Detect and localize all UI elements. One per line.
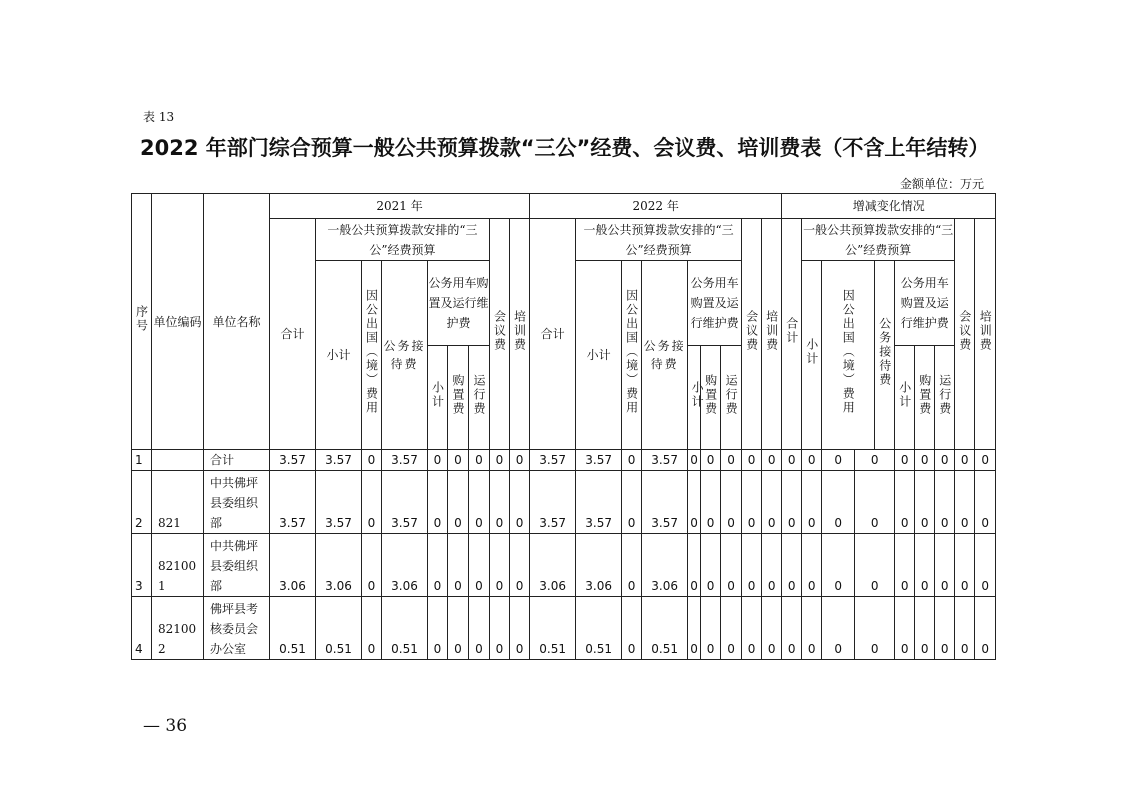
row-value: 0 [915, 450, 935, 471]
row-unit-code: 821 [152, 471, 204, 534]
row-value: 0.51 [382, 597, 428, 660]
row-value: 0 [802, 597, 822, 660]
row-value: 0 [802, 450, 822, 471]
row-unit-name: 中共佛坪县委组织部 [204, 534, 270, 597]
subtotal-2021-header: 小计 [316, 261, 362, 450]
training-2021-header: 培训费 [510, 219, 530, 450]
row-unit-code [152, 450, 204, 471]
row-value: 0.51 [576, 597, 622, 660]
row-seq: 1 [132, 450, 152, 471]
row-value: 0 [935, 534, 955, 597]
row-value: 0 [855, 471, 895, 534]
row-value: 0 [469, 597, 490, 660]
row-value: 0 [955, 597, 975, 660]
seq-header: 序号 [132, 194, 152, 450]
reception-change-header: 公务接待费 [875, 261, 895, 450]
row-value: 3.57 [382, 471, 428, 534]
row-value: 0.51 [530, 597, 576, 660]
row-value: 0 [742, 534, 762, 597]
reception-2021-header: 公务接待费 [382, 261, 428, 450]
table-label: 表 13 [143, 110, 175, 124]
row-value: 0 [742, 597, 762, 660]
table-row [132, 597, 996, 660]
row-value: 0 [721, 597, 742, 660]
row-unit-name: 佛坪县考核委员会办公室 [204, 597, 270, 660]
row-value: 3.57 [530, 471, 576, 534]
row-value: 0 [688, 450, 701, 471]
row-value: 0 [622, 471, 642, 534]
row-value: 3.57 [576, 471, 622, 534]
row-value: 0.51 [642, 597, 688, 660]
row-value: 0 [721, 471, 742, 534]
operation-2022-header: 运行费 [721, 346, 742, 450]
row-value: 3.06 [530, 534, 576, 597]
row-value: 0 [895, 534, 915, 597]
row-seq: 3 [132, 534, 152, 597]
row-value: 0 [915, 597, 935, 660]
header-row-1 [132, 194, 996, 219]
row-value: 0 [915, 471, 935, 534]
row-value: 0 [895, 471, 915, 534]
operation-2021-header: 运行费 [469, 346, 490, 450]
row-value: 0 [469, 534, 490, 597]
row-value: 0 [955, 471, 975, 534]
row-value: 0 [935, 471, 955, 534]
row-value: 0 [955, 450, 975, 471]
unit-note: 金额单位：万元 [900, 177, 985, 191]
row-value: 0 [701, 450, 721, 471]
budget-table [131, 193, 996, 660]
row-value: 0 [782, 597, 802, 660]
vehicle-2021-header: 公务用车购置及运行维护费 [428, 261, 490, 346]
vehicle-change-header: 公务用车购置及运行维护费 [895, 261, 955, 346]
row-value: 0 [822, 450, 855, 471]
row-value: 0.51 [270, 597, 316, 660]
row-value: 0 [782, 534, 802, 597]
table-row [132, 450, 996, 471]
row-value: 3.06 [316, 534, 362, 597]
row-value: 0 [428, 534, 448, 597]
row-value: 3.57 [642, 450, 688, 471]
abroad-change-header: 因公出国（境）费用 [822, 261, 875, 450]
subtotal-2022-header: 小计 [576, 261, 622, 450]
row-value: 0 [975, 534, 996, 597]
vehicle-2022-header: 公务用车购置及运行维护费 [688, 261, 742, 346]
row-value: 0 [915, 534, 935, 597]
unit-name-header: 单位名称 [204, 194, 270, 450]
purchase-2022-header: 购置费 [701, 346, 721, 450]
row-seq: 2 [132, 471, 152, 534]
row-value: 3.57 [530, 450, 576, 471]
sangong-2022-header: 一般公共预算拨款安排的“三公”经费预算 [576, 219, 742, 261]
row-value: 0 [762, 471, 782, 534]
row-value: 3.57 [270, 471, 316, 534]
sangong-2021-header: 一般公共预算拨款安排的“三公”经费预算 [316, 219, 490, 261]
row-value: 0 [895, 597, 915, 660]
year-2022-header: 2022 年 [530, 194, 782, 219]
abroad-2021-header: 因公出国（境）费用 [362, 261, 382, 450]
row-value: 0 [490, 450, 510, 471]
row-value: 0 [510, 471, 530, 534]
vehicle-subtotal-change-header: 小计 [895, 346, 915, 450]
row-value: 0 [362, 450, 382, 471]
row-value: 0 [802, 471, 822, 534]
row-value: 0 [762, 597, 782, 660]
row-value: 3.57 [316, 471, 362, 534]
row-value: 0 [855, 534, 895, 597]
row-value: 0 [742, 471, 762, 534]
row-value: 0 [822, 534, 855, 597]
total-2022-header: 合计 [530, 219, 576, 450]
row-value: 0 [895, 450, 915, 471]
row-seq: 4 [132, 597, 152, 660]
row-value: 0 [935, 597, 955, 660]
row-value: 3.06 [642, 534, 688, 597]
unit-code-header: 单位编码 [152, 194, 204, 450]
row-value: 0 [688, 597, 701, 660]
row-unit-code: 821002 [152, 597, 204, 660]
row-value: 0 [975, 597, 996, 660]
subtotal-change-header: 小计 [802, 261, 822, 450]
row-value: 0 [975, 471, 996, 534]
meeting-2021-header: 会议费 [490, 219, 510, 450]
row-value: 0 [701, 471, 721, 534]
row-value: 0 [701, 597, 721, 660]
page-number: — 36 [143, 716, 188, 736]
row-value: 0 [822, 471, 855, 534]
row-value: 0 [622, 534, 642, 597]
row-value: 3.57 [576, 450, 622, 471]
row-value: 0 [362, 597, 382, 660]
row-value: 3.57 [316, 450, 362, 471]
row-value: 0 [688, 471, 701, 534]
total-2021-header: 合计 [270, 219, 316, 450]
row-value: 0 [362, 471, 382, 534]
operation-change-header: 运行费 [935, 346, 955, 450]
row-value: 0 [428, 450, 448, 471]
row-value: 0 [469, 471, 490, 534]
table-row [132, 534, 996, 597]
training-change-header: 培训费 [975, 219, 996, 450]
row-value: 0 [362, 534, 382, 597]
row-value: 0 [721, 534, 742, 597]
row-value: 0 [469, 450, 490, 471]
year-2021-header: 2021 年 [270, 194, 530, 219]
table-row [132, 471, 996, 534]
page-title: 2022 年部门综合预算一般公共预算拨款“三公”经费、会议费、培训费表（不含上年结转） [140, 136, 990, 160]
row-value: 0 [935, 450, 955, 471]
row-value: 3.57 [270, 450, 316, 471]
table-body [132, 450, 996, 660]
row-value: 0 [490, 534, 510, 597]
row-value: 0 [622, 597, 642, 660]
row-value: 0 [448, 534, 469, 597]
purchase-2021-header: 购置费 [448, 346, 469, 450]
row-value: 0 [428, 471, 448, 534]
row-value: 0 [701, 534, 721, 597]
total-change-header: 合计 [782, 219, 802, 450]
row-value: 0 [782, 450, 802, 471]
row-value: 0 [510, 597, 530, 660]
row-value: 0 [822, 597, 855, 660]
row-value: 0 [762, 534, 782, 597]
change-header: 增减变化情况 [782, 194, 996, 219]
meeting-2022-header: 会议费 [742, 219, 762, 450]
vehicle-subtotal-2021-header: 小计 [428, 346, 448, 450]
row-value: 0 [782, 471, 802, 534]
row-value: 0 [688, 534, 701, 597]
row-value: 0 [622, 450, 642, 471]
row-value: 0 [762, 450, 782, 471]
training-2022-header: 培训费 [762, 219, 782, 450]
row-value: 0 [955, 534, 975, 597]
row-value: 0 [490, 471, 510, 534]
vehicle-subtotal-2022-header: 小计 [688, 346, 701, 450]
row-value: 0 [802, 534, 822, 597]
row-value: 0 [510, 534, 530, 597]
abroad-2022-header: 因公出国（境）费用 [622, 261, 642, 450]
row-value: 3.57 [642, 471, 688, 534]
row-value: 0 [855, 597, 895, 660]
row-value: 3.06 [576, 534, 622, 597]
row-value: 0 [448, 471, 469, 534]
meeting-change-header: 会议费 [955, 219, 975, 450]
row-value: 0 [721, 450, 742, 471]
sangong-change-header: 一般公共预算拨款安排的“三公”经费预算 [802, 219, 955, 261]
row-value: 0 [975, 450, 996, 471]
row-value: 0 [855, 450, 895, 471]
reception-2022-header: 公务接待费 [642, 261, 688, 450]
row-value: 3.06 [382, 534, 428, 597]
row-unit-name: 合计 [204, 450, 270, 471]
row-value: 0 [448, 450, 469, 471]
row-value: 3.57 [382, 450, 428, 471]
row-value: 0 [490, 597, 510, 660]
row-unit-code: 821001 [152, 534, 204, 597]
row-value: 0 [428, 597, 448, 660]
row-value: 0 [742, 450, 762, 471]
purchase-change-header: 购置费 [915, 346, 935, 450]
row-value: 0 [510, 450, 530, 471]
row-unit-name: 中共佛坪县委组织部 [204, 471, 270, 534]
row-value: 3.06 [270, 534, 316, 597]
row-value: 0.51 [316, 597, 362, 660]
row-value: 0 [448, 597, 469, 660]
